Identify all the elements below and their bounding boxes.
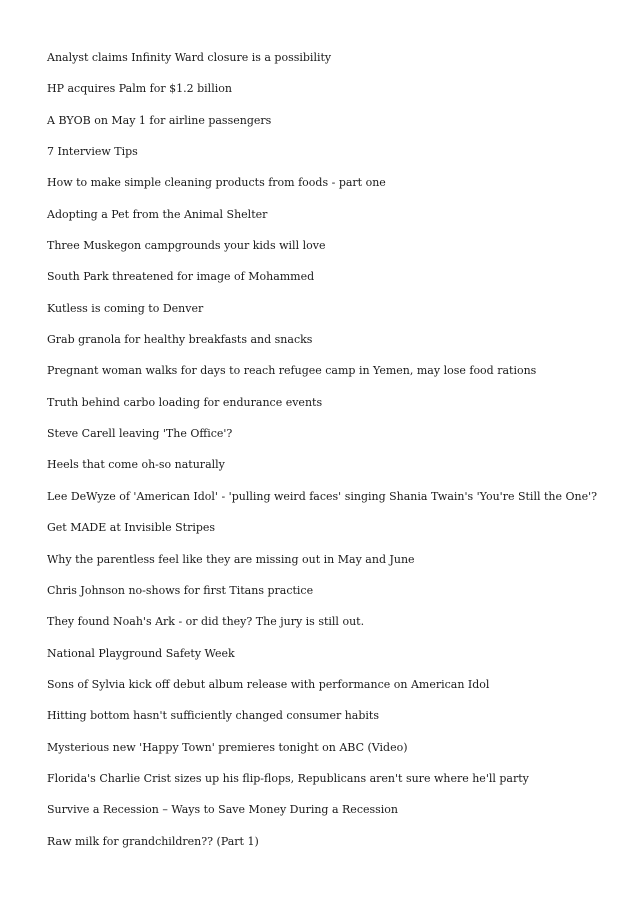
headline-item: Sons of Sylvia kick off debut album release with performance on American Idol	[47, 677, 490, 691]
headline-item: They found Noah's Ark - or did they? The jury is still out.	[47, 615, 365, 629]
headline-item: Why the parentless feel like they are missing out in May and June	[47, 552, 415, 566]
headline-item: Florida's Charlie Crist sizes up his flip-flops, Republicans aren't sure where he'll party	[47, 771, 529, 785]
headline-item: Survive a Recession – Ways to Save Money During a Recession	[47, 803, 399, 817]
headline-item: Steve Carell leaving 'The Office'?	[47, 427, 233, 441]
headline-item: Lee DeWyze of 'American Idol' - 'pulling weird faces' singing Shania Twain's 'You're Still the One'?	[47, 489, 598, 503]
headline-item: A BYOB on May 1 for airline passengers	[47, 113, 272, 127]
headline-item: Truth behind carbo loading for endurance events	[47, 395, 323, 409]
headline-item: National Playground Safety Week	[47, 646, 235, 660]
headline-item: Hitting bottom hasn't sufficiently changed consumer habits	[47, 709, 379, 723]
headline-item: Raw milk for grandchildren?? (Part 1)	[47, 834, 259, 848]
headline-item: Get MADE at Invisible Stripes	[47, 521, 216, 535]
headline-item: South Park threatened for image of Mohammed	[47, 270, 315, 284]
headline-item: Analyst claims Infinity Ward closure is a possibility	[47, 51, 332, 64]
headline-item: Three Muskegon campgrounds your kids will love	[47, 239, 326, 253]
headline-item: Grab granola for healthy breakfasts and snacks	[47, 333, 313, 347]
headline-item: Chris Johnson no-shows for first Titans practice	[47, 583, 314, 597]
headline-item: Adopting a Pet from the Animal Shelter	[47, 207, 268, 221]
headline-item: Mysterious new 'Happy Town' premieres tonight on ABC (Video)	[47, 740, 408, 754]
headline-item: Heels that come oh-so naturally	[47, 458, 225, 472]
headline-item: How to make simple cleaning products from foods - part one	[47, 176, 386, 190]
headline-item: Kutless is coming to Denver	[47, 301, 204, 315]
headline-item: HP acquires Palm for $1.2 billion	[47, 82, 232, 96]
headline-list	[47, 48, 597, 863]
headline-item: 7 Interview Tips	[47, 145, 138, 159]
headline-item: Pregnant woman walks for days to reach refugee camp in Yemen, may lose food rations	[47, 364, 537, 378]
